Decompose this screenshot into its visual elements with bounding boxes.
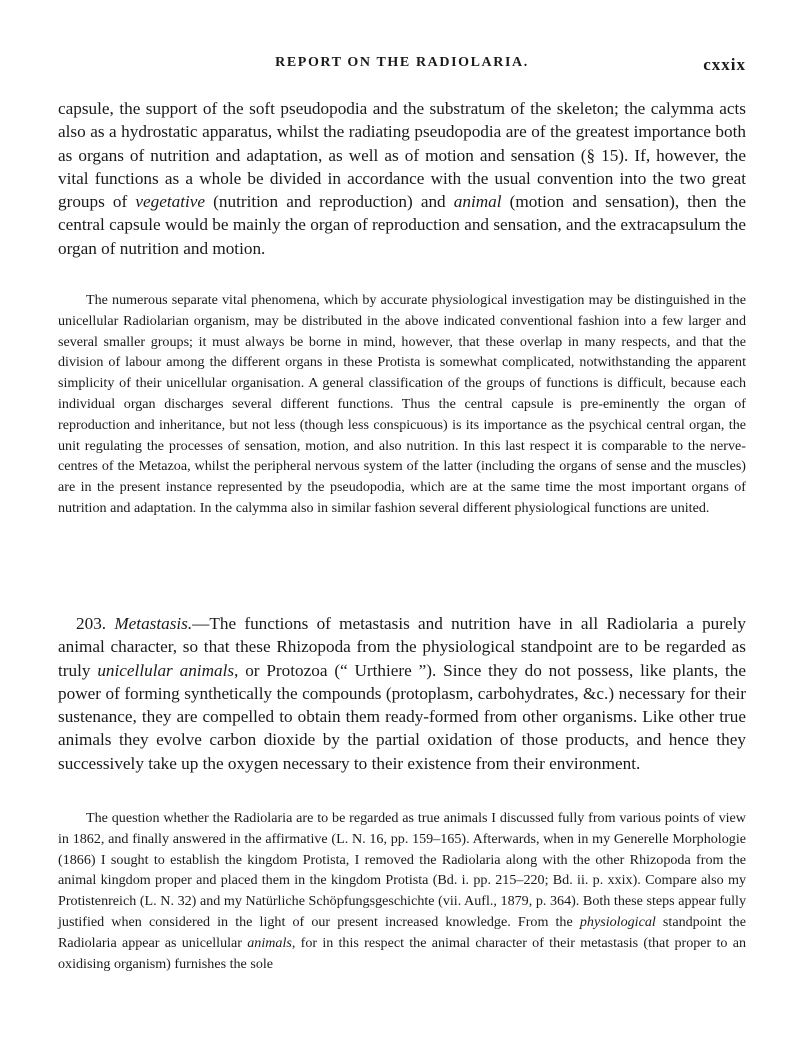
paragraph-radiolaria-as-animals <box>58 808 746 974</box>
emphasis-vegetative: vegetative <box>135 192 206 212</box>
text-run: —The functions of metastasis and nutrition have in all Radiolaria a purely animal character, so that these Rhizopoda from the physiological standpoint are to be regarded as truly <box>58 614 746 680</box>
section-203-metastasis <box>58 612 746 775</box>
document-page <box>58 0 746 1050</box>
text-run: (motion and sensation), then the central capsule would be mainly the organ of reproduction and sensation, and the extracapsulum the organ of nutrition and motion. <box>58 192 746 258</box>
paragraph-capsule-functions <box>58 97 746 260</box>
paragraph-vital-phenomena <box>58 290 746 519</box>
text-run: capsule, the support of the soft pseudopodia and the substratum of the skeleton; the calymma acts also as a hydrostatic apparatus, whilst the radiating pseudopodia are of the greatest importance both as organs of nutrition and adaptation, as well as of motion and sensation (§ 15). If, however, the vital functions as a whole be divided in accordance with the usual convention into the two great groups of <box>58 99 746 212</box>
section-number: 203. <box>76 614 115 633</box>
section-title: Metastasis. <box>114 614 193 633</box>
emphasis-animals: animals <box>247 934 292 951</box>
text-run: The question whether the Radiolaria are to be regarded as true animals I discussed fully from various points of view in 1862, and finally answered in the affirmative (L. N. 16, pp. 159–165). Afterwards, when in my Generelle Morphologie (1866) I sought to establish the kingdom Protista, I removed the Radiolaria along with the other Rhizopoda from the animal kingdom proper and placed them in the kingdom Protista (Bd. i. pp. 215–220; Bd. ii. p. xxix). Compare also my Protistenreich (L. N. 32) and my Natürliche Schöpfungsgeschichte (vii. Aufl., 1879, p. 364). Both these steps appear fully justified when considered in the light of our present increased knowledge. From the <box>58 810 746 930</box>
text-run: , or Protozoa (“ Urthiere ”). Since they do not possess, like plants, the power of forming synthetically the compounds (protoplasm, carbohydrates, &c.) necessary for their sustenance, they are compelled to obtain them ready-formed from other organisms. Like other true animals they evolve carbon dioxide by the partial oxidation of those products, and hence they successively take up the oxygen necessary to their existence from their environment. <box>58 660 747 773</box>
emphasis-animal: animal <box>453 192 502 212</box>
page-number: cxxix <box>703 55 746 74</box>
emphasis-physiological: physiological <box>579 913 656 930</box>
emphasis-unicellular-animals: unicellular animals <box>97 660 235 680</box>
text-run: The numerous separate vital phenomena, which by accurate physiological investigation may be distinguished in the unicellular Radiolarian organism, may be distributed in the above indicated conventional fashion into a few larger and several smaller groups; it must always be borne in mind, however, that these overlap in many respects, and that the division of labour among the different organs in these Protista is somewhat complicated, notwithstanding the apparent simplicity of their unicellular organisation. A general classification of the groups of functions is difficult, because each individual organ discharges several different functions. Thus the central capsule is pre-eminently the organ of reproduction and inheritance, but not less (though less conspicuous) is its importance as the psychical central organ, the unit regulating the processes of sensation, motion, and also nutrition. In this last respect it is comparable to the nerve-centres of the Metazoa, whilst the peripheral nervous system of the latter (including the organs of sense and the muscles) are in the present instance represented by the pseudopodia, which are at the same time the most important organs of nutrition and adaptation. In the calymma also in similar fashion several different physiological functions are united. <box>58 292 746 516</box>
running-header <box>58 55 746 79</box>
running-title: REPORT ON THE RADIOLARIA. <box>275 55 529 70</box>
text-run: standpoint the Radiolaria appear as unicellular <box>58 913 746 951</box>
text-run: , for in this respect the animal character of their metastasis (that proper to an oxidising organism) furnishes the sole <box>58 934 746 972</box>
text-run: (nutrition and reproduction) and <box>205 192 454 212</box>
